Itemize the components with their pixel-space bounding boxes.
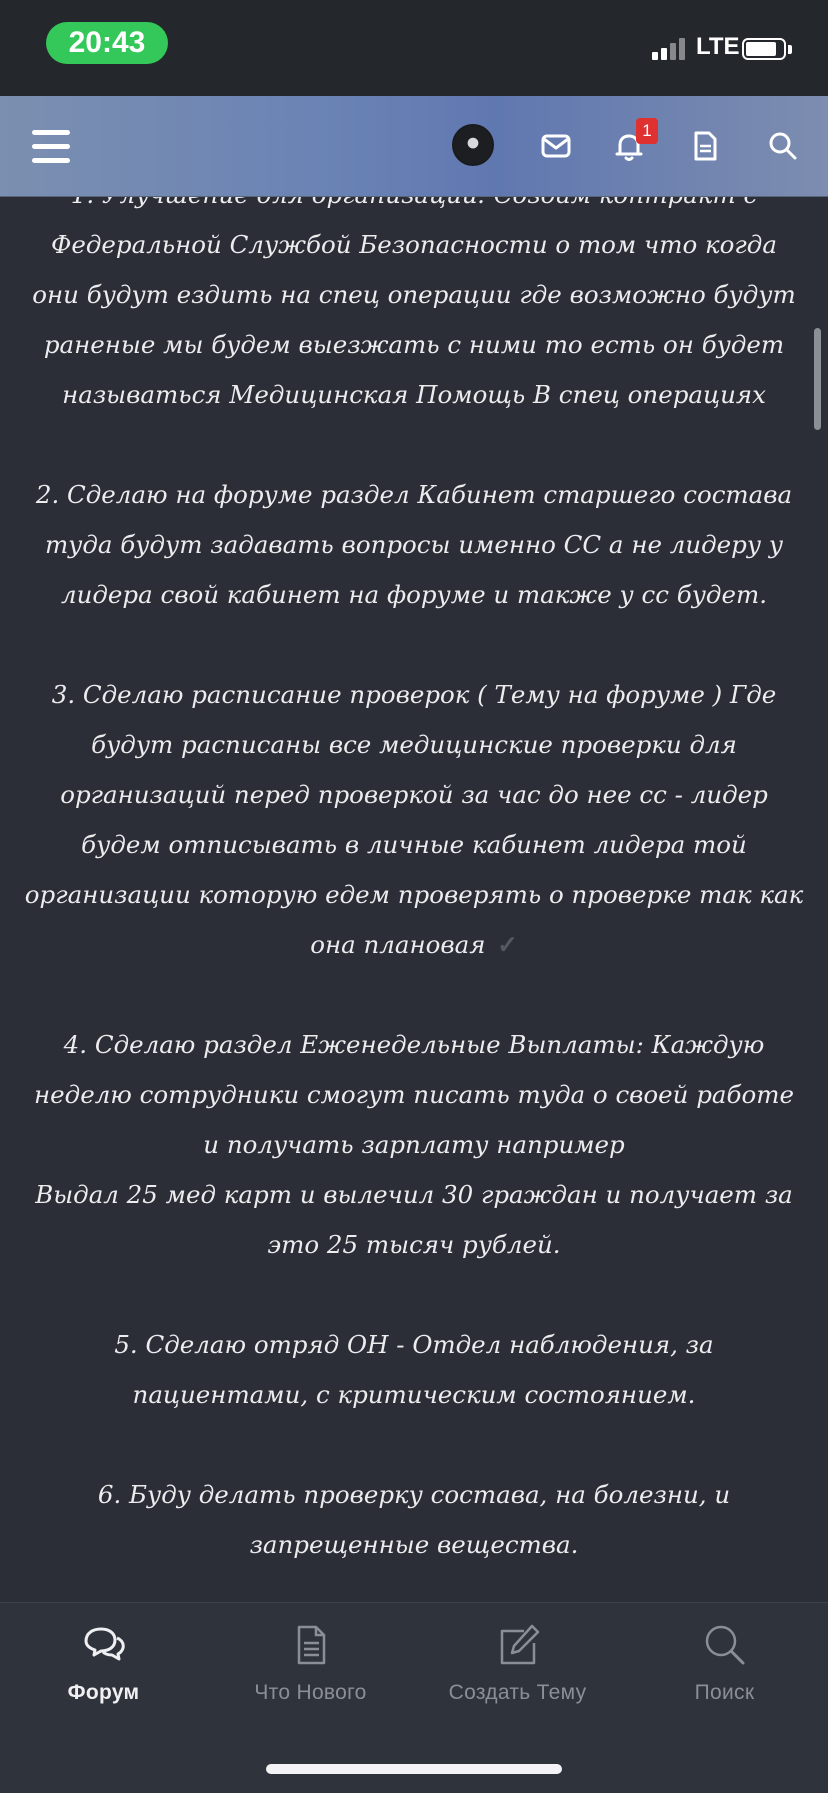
paragraph-4-example: Выдал 25 мед карт и вылечил 30 граждан и получает за это 25 тысяч рублей.	[35, 1180, 793, 1259]
document-icon[interactable]	[685, 126, 725, 166]
tab-search-label: Поиск	[694, 1681, 755, 1704]
paragraph-1: Федеральной Службой Безопасности о том что когда они будут ездить на спец операции где возможно будут раненые мы будем выезжать с ними то есть он будет называться Медицинская Помощь В спец операциях	[32, 230, 796, 409]
edit-icon	[494, 1621, 542, 1669]
tab-whats-new[interactable]	[207, 1603, 414, 1723]
battery-icon	[742, 38, 794, 62]
tab-forum-label: Форум	[67, 1681, 140, 1704]
signal-icon	[652, 36, 688, 60]
app-header	[0, 96, 828, 197]
search-icon[interactable]	[763, 126, 803, 166]
mail-icon[interactable]	[536, 126, 576, 166]
status-bar	[0, 0, 828, 96]
paragraph-4: 4. Сделаю раздел Еженедельные Выплаты: Каждую неделю сотрудники смогут писать туда о своей работе и получать зарплату например	[34, 1030, 794, 1159]
menu-icon[interactable]	[30, 128, 74, 166]
scrollbar[interactable]	[814, 328, 821, 430]
tab-forum[interactable]	[0, 1603, 207, 1723]
paragraph-6: 6. Буду делать проверку состава, на болезни, и запрещенные вещества.	[97, 1480, 731, 1559]
paragraph-3	[24, 670, 804, 970]
check-mark-icon: ✓	[497, 930, 518, 959]
network-type: LTE	[696, 33, 740, 60]
tab-whats-new-label: Что Нового	[254, 1681, 367, 1704]
notification-badge: 1	[636, 118, 658, 144]
paragraph-5: 5. Сделаю отряд ОН - Отдел наблюдения, за пациентами, с критическим состоянием.	[114, 1330, 714, 1409]
document-icon	[287, 1621, 335, 1669]
tab-create-topic[interactable]	[414, 1603, 621, 1723]
tab-create-topic-label: Создать Тему	[448, 1681, 587, 1704]
post-body	[24, 170, 804, 1570]
search-icon	[701, 1621, 749, 1669]
paragraph-3-text: 3. Сделаю расписание проверок ( Тему на форуме ) Где будут расписаны все медицинские проверки для организаций перед проверкой за час до нее сс - лидер будем отписывать в личные кабинет лидера той организации которую едем проверять о проверке так как она плановая	[24, 680, 804, 959]
paragraph-2: 2. Сделаю на форуме раздел Кабинет старшего состава туда будут задавать вопросы именно СС а не лидеру у лидера свой кабинет на форуме и также у сс будет.	[35, 480, 793, 609]
avatar[interactable]	[452, 124, 494, 166]
chat-bubbles-icon	[80, 1621, 128, 1669]
tab-search[interactable]	[621, 1603, 828, 1723]
status-time: 20:43	[46, 22, 168, 64]
home-indicator[interactable]	[266, 1764, 562, 1774]
post-content	[0, 96, 828, 1602]
